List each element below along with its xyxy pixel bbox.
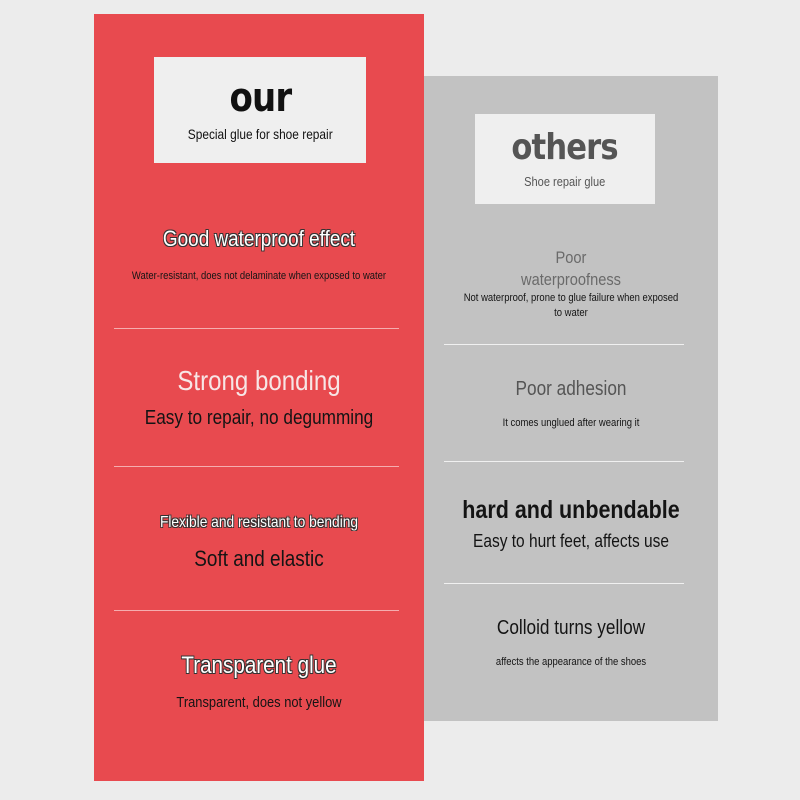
our-divider <box>114 610 399 611</box>
our-feature-head: Flexible and resistant to bending <box>159 514 359 531</box>
others-subtitle: Shoe repair glue <box>524 173 606 189</box>
others-divider <box>444 583 684 584</box>
our-feature-desc: Water-resistant, does not delaminate when exposed to water <box>131 270 387 282</box>
our-feature-flexible <box>94 514 424 572</box>
others-feature-hard <box>424 496 718 552</box>
our-product-panel <box>94 14 424 781</box>
our-feature-head: Strong bonding <box>177 365 341 396</box>
others-feature-desc: It comes unglued after wearing it <box>502 417 640 429</box>
others-divider <box>444 344 684 345</box>
our-feature-transparent <box>94 652 424 711</box>
others-feature-desc-line2: to water <box>554 307 588 319</box>
others-title: others <box>511 126 619 168</box>
others-feature-head-line2: waterproofness <box>521 270 621 289</box>
our-feature-waterproof <box>94 226 424 282</box>
others-feature-desc-line1: Not waterproof, prone to glue failure when exposed <box>463 292 679 304</box>
others-feature-waterproofness <box>424 248 718 319</box>
others-feature-head: Poor adhesion <box>515 378 627 400</box>
others-feature-yellow <box>424 617 718 668</box>
our-divider <box>114 466 399 467</box>
our-subtitle: Special glue for shoe repair <box>187 126 333 142</box>
our-feature-bonding <box>94 365 424 430</box>
others-divider <box>444 461 684 462</box>
others-feature-adhesion <box>424 378 718 429</box>
others-feature-head: Colloid turns yellow <box>496 617 646 639</box>
our-feature-head: Good waterproof effect <box>162 226 356 251</box>
others-title-box <box>475 114 655 204</box>
others-feature-desc: Easy to hurt feet, affects use <box>473 531 669 551</box>
our-title-box <box>154 57 366 163</box>
our-feature-head: Transparent glue <box>181 652 337 679</box>
our-feature-desc: Soft and elastic <box>194 546 324 571</box>
others-product-panel <box>424 76 718 721</box>
our-title: our <box>229 75 291 121</box>
others-feature-head: hard and unbendable <box>462 496 680 524</box>
others-feature-desc: affects the appearance of the shoes <box>495 656 647 668</box>
our-feature-desc: Easy to repair, no degumming <box>144 407 374 429</box>
our-divider <box>114 328 399 329</box>
our-feature-desc: Transparent, does not yellow <box>176 694 342 711</box>
others-feature-head-line1: Poor <box>555 248 587 267</box>
